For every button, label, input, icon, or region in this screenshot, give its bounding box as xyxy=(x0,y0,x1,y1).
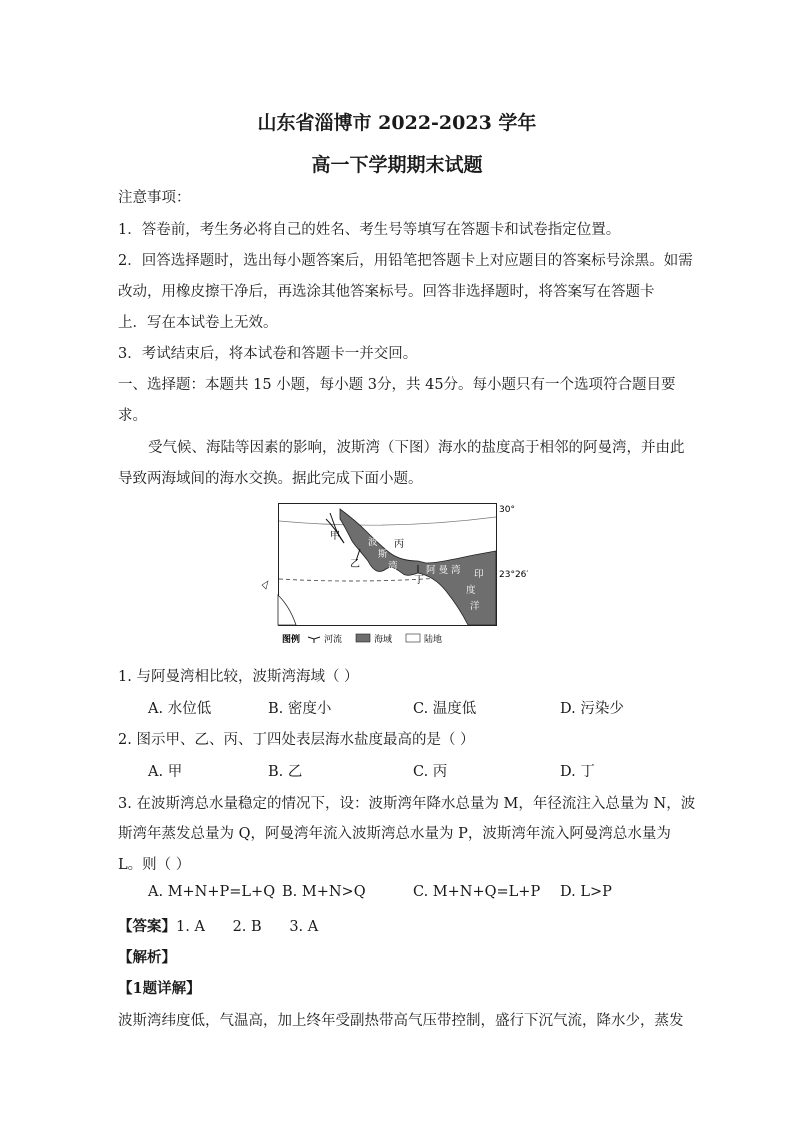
passage-line-2: 导致两海域间的海水交换。据此完成下面小题。 xyxy=(118,471,423,487)
question-1-option-b: B. 密度小 xyxy=(268,701,332,717)
label-persian-2: 斯 xyxy=(378,549,388,560)
notes-heading: 注意事项： xyxy=(118,190,191,206)
section-heading-line-1: 一、选择题：本题共 15 小题，每小题 3分，共 45分。每小题只有一个选项符合题目要 xyxy=(118,377,676,393)
question-3-option-a: A. M+N+P=L+Q xyxy=(148,884,276,900)
question-2-stem: 2. 图示甲、乙、丙、丁四处表层海水盐度最高的是（ ） xyxy=(118,732,475,748)
notes-item-2-line-2: 改动，用橡皮擦干净后，再选涂其他答案标号。回答非选择题时，将答案写在答题卡 xyxy=(118,284,655,300)
label-jia: 甲 xyxy=(330,531,340,542)
question-3-stem-line-1: 3. 在波斯湾总水量稳定的情况下，设：波斯湾年降水总量为 M，年径流注入总量为 N，波 xyxy=(118,796,696,812)
label-30-degrees: 30° xyxy=(499,505,515,515)
analysis-sub-label: 【1题详解】 xyxy=(118,980,201,997)
legend-river: 河流 xyxy=(324,635,343,645)
label-tropic: 23°26′ xyxy=(499,570,529,580)
label-ding: 丁 xyxy=(414,575,424,586)
label-yi: 乙 xyxy=(350,559,360,570)
section-heading-line-2: 求。 xyxy=(118,408,147,424)
passage-line-1: 受气候、海陆等因素的影响，波斯湾（下图）海水的盐度高于相邻的阿曼湾，并由此 xyxy=(148,440,685,456)
notes-item-3: 3．考试结束后，将本试卷和答题卡一并交回。 xyxy=(118,346,418,362)
question-1-option-d: D. 污染少 xyxy=(560,701,624,717)
label-bing: 丙 xyxy=(394,539,404,550)
legend-sea: 海域 xyxy=(374,635,393,645)
legend-sea-icon xyxy=(356,634,370,642)
notes-item-2-line-3: 上．写在本试卷上无效。 xyxy=(118,315,278,331)
question-3-stem-line-3: L。则（ ） xyxy=(118,857,191,873)
analysis-text: 波斯湾纬度低，气温高，加上终年受副热带高气压带控制，盛行下沉气流，降水少，蒸发 xyxy=(118,1013,684,1029)
question-1-option-a: A. 水位低 xyxy=(148,701,212,717)
label-oman: 阿 曼 湾 xyxy=(426,565,461,576)
label-indian-3: 洋 xyxy=(470,601,480,612)
label-indian-2: 度 xyxy=(466,585,476,596)
notes-item-2-line-1: 2．回答选择题时，选出每小题答案后，用铅笔把答题卡上对应题目的答案标号涂黑。如需 xyxy=(118,253,693,269)
exam-subtitle: 高一下学期期末试题 xyxy=(311,154,483,176)
label-indian-1: 印 xyxy=(474,569,484,580)
question-2-option-a: A. 甲 xyxy=(148,764,183,780)
legend-river-icon xyxy=(308,637,320,643)
question-2-option-d: D. 丁 xyxy=(560,764,595,780)
label-persian-3: 湾 xyxy=(388,561,398,572)
question-3-option-d: D. L>P xyxy=(560,884,612,900)
answer-line xyxy=(118,915,678,936)
question-1-option-c: C. 温度低 xyxy=(413,701,477,717)
map-legend xyxy=(282,633,442,645)
question-3-option-b: B. M+N>Q xyxy=(282,884,366,900)
question-2-option-c: C. 丙 xyxy=(413,764,448,780)
notes-item-1: 1．答卷前，考生务必将自己的姓名、考生号等填写在答题卡和试卷指定位置。 xyxy=(118,222,621,238)
question-2-option-b: B. 乙 xyxy=(268,764,303,780)
answer-values: 1. A 2. B 3. A xyxy=(176,919,319,935)
legend-land-icon xyxy=(406,634,420,642)
question-3-option-c: C. M+N+Q=L+P xyxy=(413,884,541,900)
question-3-stem-line-2: 斯湾年蒸发总量为 Q，阿曼湾年流入波斯湾总水量为 P，波斯湾年流入阿曼湾总水量为 xyxy=(118,826,671,842)
persian-gulf-map xyxy=(278,503,529,645)
legend-title: 图例 xyxy=(282,635,301,645)
question-1-stem: 1. 与阿曼湾相比较，波斯湾海域（ ） xyxy=(118,669,359,685)
exam-title: 山东省淄博市 2022-2023 学年 xyxy=(257,112,537,134)
legend-land: 陆地 xyxy=(424,635,443,645)
label-persian-1: 波 xyxy=(368,537,378,548)
analysis-label: 【解析】 xyxy=(118,949,176,966)
answer-label: 【答案】 xyxy=(118,918,176,935)
